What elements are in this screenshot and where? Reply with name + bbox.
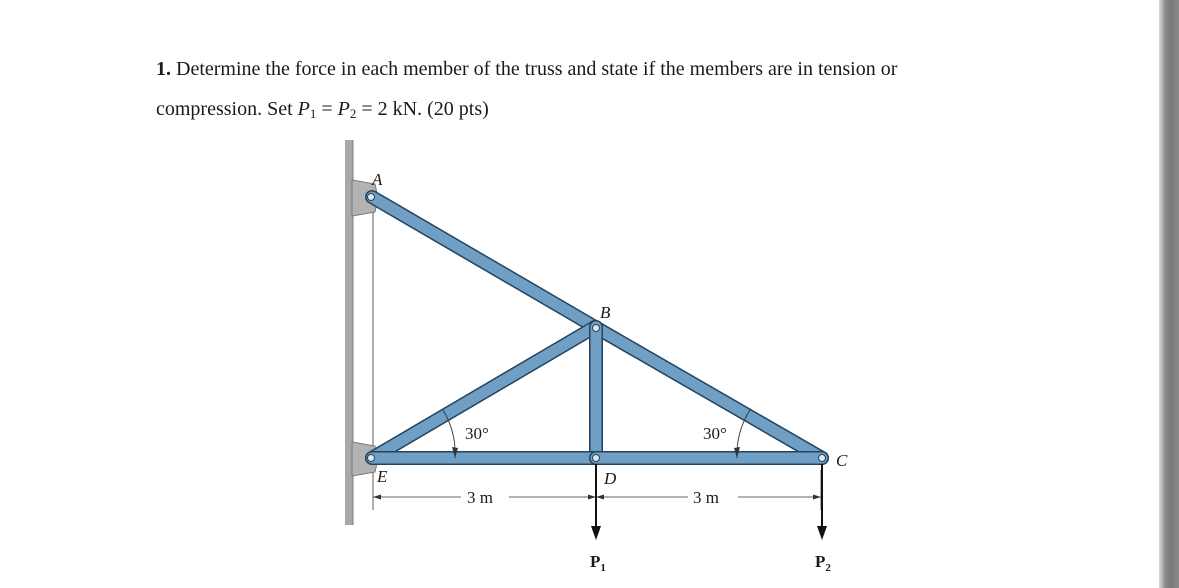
load-label-p2-sub: 2 (825, 562, 831, 574)
angle-label-right: 30° (703, 424, 727, 443)
label-c: C (836, 451, 848, 470)
pin-c (819, 455, 826, 462)
pin-e (368, 455, 375, 462)
p2-symbol: P (337, 98, 350, 120)
dim-arrow-d-left (588, 495, 596, 500)
load-arrow-p2 (817, 526, 827, 540)
p2-subscript: 2 (349, 106, 357, 121)
p1-symbol: P (297, 98, 310, 120)
dim-label-right: 3 m (693, 488, 719, 507)
load-label-p1-sub: 1 (600, 562, 606, 574)
dim-arrow-d-right (596, 495, 604, 500)
problem-text-1: Determine the force in each member of the truss and state if the members are in tension or (171, 58, 898, 80)
load-label-p2-sym: P (815, 552, 826, 571)
equals-1: = (316, 98, 338, 120)
dim-label-left: 3 m (467, 488, 493, 507)
problem-text-2: compression. Set (156, 98, 298, 120)
pin-d (593, 455, 600, 462)
label-d: D (604, 469, 617, 488)
label-b: B (600, 303, 611, 322)
label-a: A (372, 170, 383, 189)
equals-value: = 2 kN. (20 pts) (356, 98, 489, 120)
load-label-p1-sym: P (590, 552, 601, 571)
label-e: E (377, 467, 388, 486)
dim-arrow-c (813, 495, 821, 500)
problem-number: 1. (156, 58, 171, 80)
angle-label-left: 30° (465, 424, 489, 443)
load-label-p2 (815, 552, 831, 574)
p1-subscript: 1 (309, 106, 317, 121)
pin-b (593, 325, 600, 332)
pin-a (368, 194, 375, 201)
load-label-p1 (590, 552, 606, 574)
dim-arrow-e (373, 495, 381, 500)
load-arrow-p1 (591, 526, 601, 540)
